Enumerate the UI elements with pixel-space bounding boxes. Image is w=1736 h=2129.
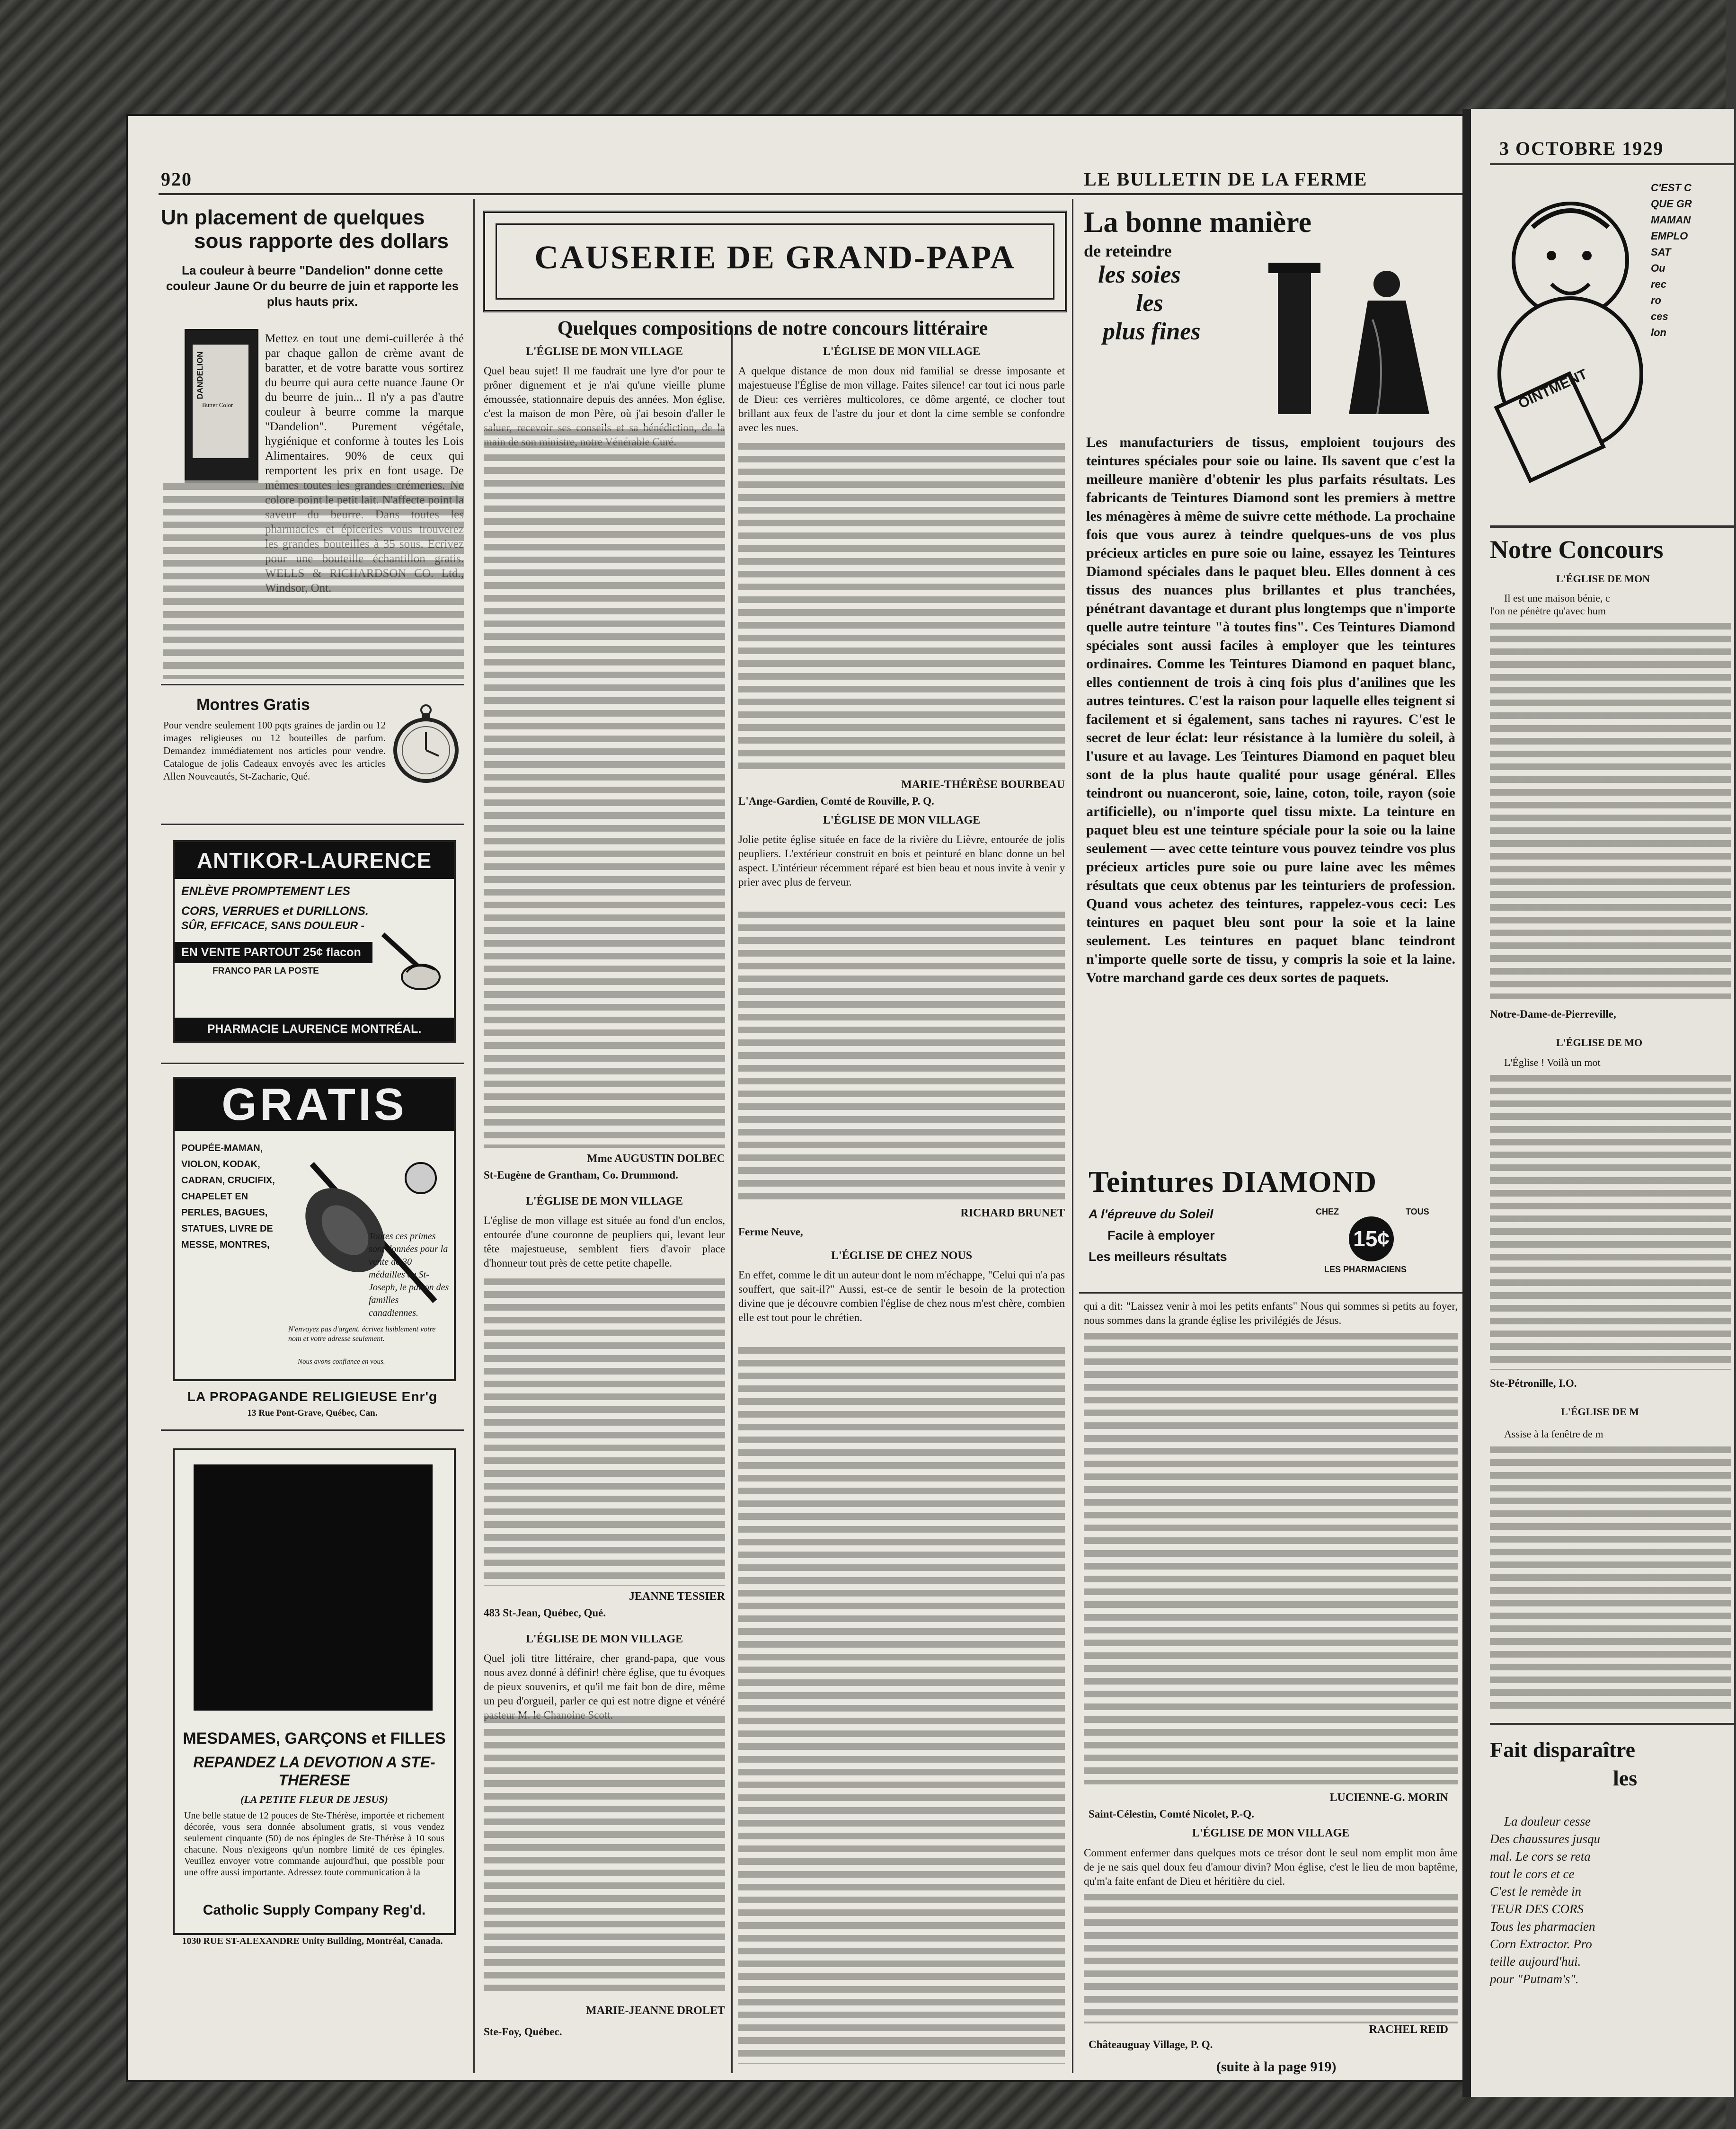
ad-separator-2 — [161, 824, 464, 825]
composition-2-lead: L'église de mon village est située au fond d'un enclos, entourée d'une couronne de peupliers qui, levant leur tête majestueuse, semblent fiers d'avoir place d'honneur tout près de cette petite chapelle. — [484, 1215, 725, 1269]
ad-montres-title: Montres Gratis — [196, 696, 310, 714]
right-head-rule — [1490, 163, 1736, 165]
right-contest-lead-b: l'on ne pénètre qu'avec hum — [1490, 605, 1606, 617]
composition-1 — [484, 346, 725, 1181]
ad-antikor-title: ANTIKOR-LAURENCE — [175, 842, 454, 879]
ad-diamond-text: Les manufacturiers de tissus, emploient toujours des teintures spéciales pour soie ou laine. Ils savent que c'est la meilleure manière d'obtenir les plus parfaits résultats. Les fabricants de Teintures Diamond sont les premiers à mettre les ménagères à même de suivre cette méthode. La prochaine fois que vous aurez à teindre quelques-uns de vos plus précieux articles en pure soie ou laine, essayez les Teintures Diamond spéciales dans le paquet bleu. Elles donnent à ces tissus des nuances plus brillantes et plus tranchées, pénétrant davantage et durant plus longtemps que n'importe quelle autre teinture "à toutes fins". Ces Teintures Diamond spéciales sont aussi faciles à employer que les teintures ordinaires. Comme les Teintures Diamond en paquet blanc, elles contiennent de trois à cinq fois plus d'anilines que les autres teintures. C'est la raison pour laquelle elles teignent si facilement et si également, sans taches ni rayures. C'est le secret de leur éclat: leur résistance à la lumière du soleil, à l'usure et au lavage. Les Teintures Diamond en paquet bleu sont de la plus haute qualité pour usage général. Elles teindront ou nuanceront, soie, laine, coton, toile, rayon (soie artificielle), ou n'importe quel tissu mixte. La teinture en paquet bleu est une teinture spéciale pour la soie ou la laine seulement — avec cette teinture vous pouvez teindre vos plus précieux articles pure soie ou pure laine avec les mêmes résultats que ceux obtenus par les teinturiers de profession. Quand vous achetez des teintures, rappelez-vous ceci: Les teintures en paquet bleu sont pour la soie et la laine seulement. Les teintures en paquet blanc teindront n'importe quelle sorte de tissu, y compris la soie et la laine. Votre marchand garde ces deux sortes de paquets. — [1086, 435, 1455, 985]
composition-2 — [484, 1195, 725, 1619]
right-running-head: 3 OCTOBRE 1929 — [1499, 138, 1664, 159]
cartoon-ad-text — [1651, 180, 1692, 341]
ste-therese-statue-image — [194, 1464, 433, 1711]
diamond-bottom-rule — [1079, 1292, 1465, 1294]
composition-5-location: Ferme Neuve, — [738, 1226, 803, 1238]
ad-dandelion-body-top: Mettez en tout une demi-cuillerée à thé par chaque gallon de crème avant de baratter, et de votre baratte vous sortirez du beurre qui aura cette nuance Jaune Or du beurre de juin... Il n'y a pas d'autre couleur à beurre comme la marque "Dandelion". Purement végétale, hygiénique et conforme à toutes les Lois Alimentaires. 90% de ceux qui remportent les prix en font usage. De — [265, 332, 464, 477]
cartoon-word-3: MAMAN — [1651, 214, 1691, 226]
composition-7-signature: RACHEL REID — [1369, 2023, 1448, 2036]
column-rule-2 — [731, 331, 733, 2073]
right-ad-line-6: TEUR DES CORS — [1490, 1902, 1584, 1916]
composition-3 — [484, 1633, 725, 2038]
woman-dress-illustration — [1259, 263, 1458, 419]
running-head: LE BULLETIN DE LA FERME — [1084, 169, 1368, 190]
composition-3-location: Ste-Foy, Québec. — [484, 2026, 562, 2038]
cartoon-word-4: EMPLO — [1651, 230, 1688, 242]
cartoon-word-6: Ou — [1651, 262, 1665, 274]
right-ad-line-9: teille aujourd'hui. — [1490, 1954, 1581, 1969]
hand-with-brush-icon — [378, 925, 444, 994]
page-number: 920 — [161, 169, 192, 190]
badge-pharmaciens: LES PHARMACIENS — [1324, 1265, 1407, 1274]
composition-4-lead: A quelque distance de mon doux nid familial se dresse imposante et majestueuse l'Église de mon village. Faites silence! car tout ici nous parle de Dieu: ces verrières multicolores, ce dôme argenté, ce clocher tout brillant aux feux de l'astre du jour et dont la cime semble se confondre avec les nues. — [738, 365, 1065, 434]
cartoon-word-5: SAT — [1651, 246, 1671, 258]
right-ad-text — [1490, 1813, 1736, 1988]
composition-5-signature: RICHARD BRUNET — [960, 1207, 1065, 1219]
right-contest-title: Notre Concours — [1490, 535, 1664, 564]
head-rule — [159, 193, 1465, 195]
ad-antikor-price: EN VENTE PARTOUT 25¢ flacon — [175, 942, 372, 963]
composition-1-signature: Mme AUGUSTIN DOLBEC — [586, 1153, 725, 1165]
composition-7-location: Châteauguay Village, P. Q. — [1089, 2039, 1213, 2050]
badge-chez: CHEZ — [1316, 1207, 1339, 1216]
right-location-b: Ste-Pétronille, I.O. — [1490, 1377, 1577, 1389]
ad-diamond-sub-1: de reteindre — [1084, 241, 1172, 260]
right-ad-line-5: C'est le remède in — [1490, 1884, 1581, 1898]
cartoon-word-10: lon — [1651, 327, 1666, 338]
ointment-box-label: OINTMENT — [1516, 366, 1590, 412]
composition-5 — [738, 814, 1065, 1238]
composition-4 — [738, 346, 1065, 807]
ad-dandelion-subtitle: La couleur à beurre "Dandelion" donne cette couleur Jaune Or du beurre de juin et rapporte les plus hauts prix. — [166, 263, 459, 309]
right-location-a: Notre-Dame-de-Pierreville, — [1490, 1008, 1616, 1020]
ad-diamond-tag-3: Les meilleurs résultats — [1089, 1250, 1227, 1264]
ad-mesdames-title: MESDAMES, GARÇONS et FILLES — [183, 1730, 446, 1748]
ad-diamond-brand: Teintures DIAMOND — [1089, 1165, 1377, 1198]
right-sub-c: L'ÉGLISE DE M — [1561, 1406, 1639, 1418]
ad-mesdames-address: 1030 RUE ST-ALEXANDRE Unity Building, Montréal, Canada. — [182, 1936, 443, 1946]
ad-mesdames — [173, 1448, 456, 1935]
right-ad-line-7: Tous les pharmacien — [1490, 1919, 1595, 1934]
cartoon-word-8: ro — [1651, 294, 1661, 306]
composition-6-location: Saint-Célestin, Comté Nicolet, P.-Q. — [1089, 1808, 1254, 1820]
ad-dandelion — [161, 206, 464, 310]
ad-antikor-line-2: CORS, VERRUES et DURILLONS. — [181, 905, 369, 918]
column-rule-3 — [1072, 199, 1073, 2073]
ad-diamond-title: La bonne manière — [1084, 206, 1312, 239]
ad-antikor-pharmacie: PHARMACIE LAURENCE MONTRÉAL. — [175, 1018, 454, 1041]
ad-antikor-line-3: SÛR, EFFICACE, SANS DOULEUR - — [181, 919, 365, 931]
composition-6-lead: En effet, comme le dit un auteur dont le nom m'échappe, "Celui qui n'a pas souffert, que sait-il?" Aussi, est-ce de sentir le besoin de la protection divine que je découvre combien l'église de chez nous m'est chère, combien elle est tout pour le chrétien. — [738, 1269, 1065, 1323]
ad-gratis-text: Toutes ces primes sont données pour la vente de 30 médailles de St-Joseph, le patron des familles canadiennes. — [369, 1231, 449, 1318]
right-contest-lead-a: Il est une maison bénie, c — [1504, 592, 1610, 604]
ad-dandelion-body-bottom — [163, 480, 464, 684]
composition-3-lead: Quel joli titre littéraire, cher grand-papa, que vous nous avez donné à définir! chère église, que tu évoques de pieux souvenirs, et qu'il me fait bon de dire, même un peu d'orgueil, parler ce qui est notre digne et vénéré — [484, 1652, 725, 1707]
right-rule-2 — [1490, 1723, 1736, 1725]
ad-diamond-tag-1: A l'épreuve du Soleil — [1089, 1207, 1213, 1221]
ad-mesdames-text: Une belle statue de 12 pouces de Ste-Thérèse, importée et richement décorée, vous sera donnée absolument gratis, si vous vendez seulement cinquante (50) de nos épingles de Ste-Thérèse à 10 sous chacune. Nous n'exigeons qu'un nombre limité de ces épingles. Veuillez envoyer votre commande aujourd'hui, que possible pour une offre aussi importante. Adressez toute communication à la — [184, 1810, 444, 1878]
composition-4-signature: MARIE-THÉRÈSE BOURBEAU — [901, 779, 1065, 791]
right-lead-d: Assise à la fenêtre de m — [1504, 1428, 1603, 1440]
composition-4-heading: L'ÉGLISE DE MON VILLAGE — [823, 346, 981, 358]
ad-diamond-sub-4: plus fines — [1103, 318, 1201, 345]
ad-gratis-address: 13 Rue Pont-Grave, Québec, Can. — [247, 1408, 378, 1418]
composition-5-heading: L'ÉGLISE DE MON VILLAGE — [823, 814, 981, 826]
ad-montres — [163, 696, 386, 783]
causerie-title-box — [483, 211, 1067, 312]
right-contest-sub: L'ÉGLISE DE MON — [1556, 573, 1650, 585]
ad-mesdames-company: Catholic Supply Company Reg'd. — [203, 1902, 426, 1918]
ad-gratis-note: N'envoyez pas d'argent. écrivez lisiblement votre nom et votre adresse seulement. — [288, 1325, 436, 1343]
ad-dandelion-title-1: Un placement de quelques — [161, 206, 425, 229]
composition-2-location: 483 St-Jean, Québec, Qué. — [484, 1607, 606, 1619]
composition-1-location: St-Eugène de Grantham, Co. Drummond. — [484, 1169, 678, 1181]
ad-antikor-line-1: ENLÈVE PROMPTEMENT LES — [181, 885, 350, 898]
right-ad-line-1: La douleur cesse — [1504, 1814, 1591, 1828]
right-ad-line-8: Corn Extractor. Pro — [1490, 1937, 1592, 1951]
composition-7-lead: Comment enfermer dans quelques mots ce trésor dont le seul nom emplit mon âme de je ne sais quel doux feu d'amour divin? Mon église, c'est le lieu de mon baptême, qu'm'a faite enfant de Dieu et héritière du ciel. — [1084, 1847, 1458, 1887]
right-sub-b: L'ÉGLISE DE MO — [1556, 1037, 1643, 1048]
composition-continued-top: qui a dit: "Laissez venir à moi les petits enfants" Nous qui sommes si petits au foyer, nous sommes dans la grande église les privilégiés de Jésus. — [1084, 1300, 1458, 1326]
bottle-sub-text: Butter Color — [202, 401, 233, 408]
ad-montres-text: Pour vendre seulement 100 pqts graines de jardin ou 12 images religieuses ou 12 bouteilles de parfum. Demandez immédiatement nos articles pour vendre. Catalogue de jolis Cadeaux envoyés avec les articles Allen Nouveautés, St-Zacharie, Qué. — [163, 719, 386, 782]
ad-gratis-items: POUPÉE-MAMAN, VIOLON, KODAK, CADRAN, CRUCIFIX, CHAPELET EN PERLES, BAGUES, STATUES, LIVRE DE MESSE, MONTRES, — [181, 1143, 275, 1250]
right-ad-title: Fait disparaître — [1490, 1738, 1636, 1762]
ad-separator-1 — [161, 684, 464, 685]
composition-1-heading: L'ÉGLISE DE MON VILLAGE — [525, 346, 683, 358]
composition-6-start — [738, 1250, 1065, 1339]
ad-gratis — [173, 1077, 456, 1381]
composition-2-signature: JEANNE TESSIER — [629, 1590, 725, 1603]
cartoon-word-9: ces — [1651, 310, 1668, 322]
causerie-subtitle: Quelques compositions de notre concours littéraire — [557, 318, 988, 339]
ad-diamond-sub-2: les soies — [1098, 261, 1181, 288]
badge-price: 15¢ — [1349, 1216, 1394, 1261]
ad-mesdames-subtitle: REPANDEZ LA DEVOTION A STE-THERESE — [193, 1754, 435, 1789]
composition-4-location: L'Ange-Gardien, Comté de Rouville, P. Q. — [738, 795, 934, 807]
composition-7-heading: L'ÉGLISE DE MON VILLAGE — [1192, 1827, 1350, 1839]
composition-3-signature: MARIE-JEANNE DROLET — [585, 2005, 725, 2017]
ad-dandelion-title-2: sous rapporte des dollars — [194, 230, 449, 253]
right-ad-title-2: les — [1613, 1766, 1638, 1790]
ad-gratis-company: LA PROPAGANDE RELIGIEUSE Enr'g — [187, 1389, 438, 1404]
ad-separator-4 — [161, 1429, 464, 1431]
right-ad-line-4: tout le cors et ce — [1490, 1867, 1575, 1881]
bottle-brand-text: DANDELION — [195, 351, 204, 399]
ad-mesdames-subtitle2: (LA PETITE FLEUR DE JESUS) — [240, 1793, 388, 1805]
cartoon-word-2: QUE GR — [1651, 198, 1692, 210]
badge-tous: TOUS — [1406, 1207, 1429, 1216]
continued-on-page: (suite à la page 919) — [1216, 2059, 1337, 2075]
composition-1-lead: Quel beau sujet! Il me faudrait une lyre d'or pour te prôner dignement et je n'ai qu'une vieille plume émoussée, stationnaire depuis des années. Mon église, c'est la maison de mon Père, où j'ai besoin d'aller le — [484, 365, 725, 419]
newspaper-page-920 — [128, 116, 1479, 2080]
pocket-watch-icon — [390, 703, 461, 786]
ad-antikor-franco: FRANCO PAR LA POSTE — [213, 966, 319, 976]
composition-5-lead: Jolie petite église située en face de la rivière du Lièvre, entourée de jolis peupliers. L'extérieur construit en bois et peinturé en blanc donne un bel aspect. L'intérieur récemment réparé est bien beau et nous invite à venir y prier avec plus de ferveur. — [738, 834, 1065, 888]
baby-cartoon-image — [1490, 175, 1646, 516]
ad-separator-3 — [161, 1063, 464, 1064]
dandelion-bottle-image — [185, 329, 258, 483]
ad-diamond-sub-3: les — [1136, 290, 1163, 317]
cartoon-word-1: C'EST C — [1651, 182, 1692, 194]
ad-gratis-title: GRATIS — [175, 1079, 454, 1131]
composition-6-heading: L'ÉGLISE DE CHEZ NOUS — [831, 1250, 973, 1262]
composition-2-heading: L'ÉGLISE DE MON VILLAGE — [525, 1195, 683, 1207]
ad-antikor — [173, 840, 456, 1043]
composition-6-signature: LUCIENNE-G. MORIN — [1329, 1792, 1448, 1804]
composition-3-heading: L'ÉGLISE DE MON VILLAGE — [525, 1633, 683, 1645]
ad-diamond-price-badge — [1273, 1207, 1458, 1278]
right-rule-1 — [1490, 525, 1736, 528]
right-ad-line-10: pour "Putnam's". — [1490, 1972, 1579, 1986]
right-ad-line-2: Des chaussures jusqu — [1490, 1832, 1600, 1846]
right-lead-c: L'Église ! Voilà un mot — [1504, 1056, 1601, 1068]
causerie-title: CAUSERIE DE GRAND-PAPA — [534, 240, 1016, 276]
newspaper-page-right-partial — [1462, 109, 1734, 2097]
ad-gratis-note2: Nous avons confiance en vous. — [298, 1358, 385, 1366]
ad-diamond-tag-2: Facile à employer — [1107, 1228, 1215, 1242]
cartoon-word-7: rec — [1651, 278, 1667, 290]
column-rule-1 — [473, 199, 475, 2073]
right-ad-line-3: mal. Le cors se reta — [1490, 1849, 1591, 1863]
